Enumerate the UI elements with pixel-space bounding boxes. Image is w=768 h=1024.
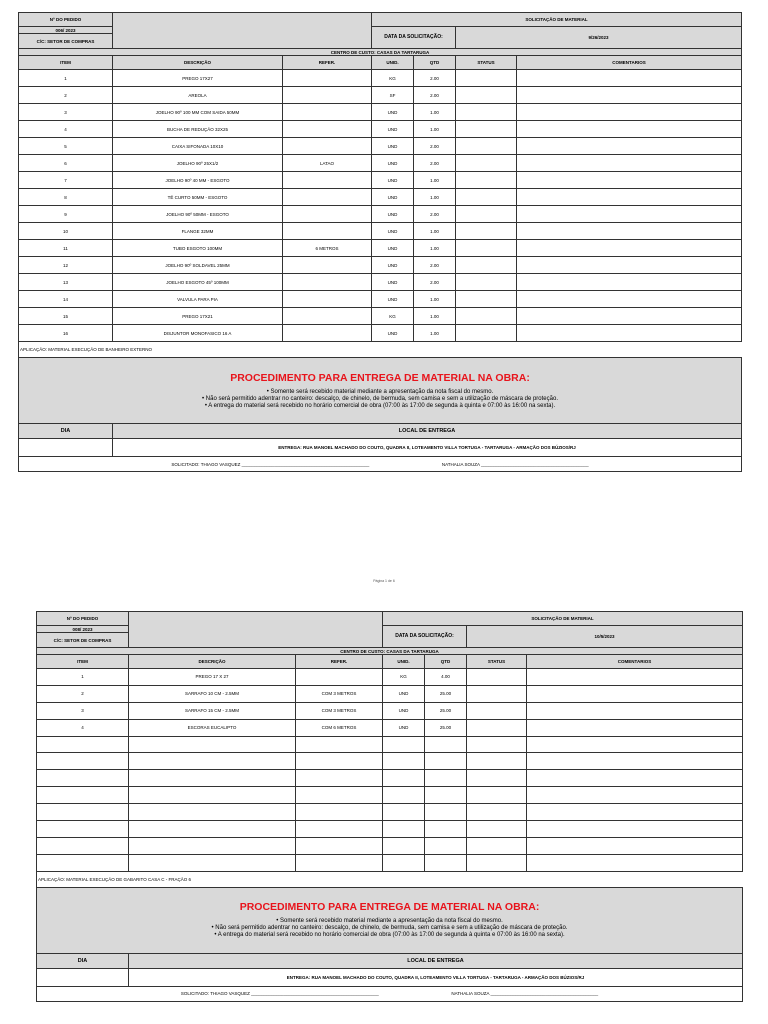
cell-ref: COM 3 METROS [296,685,383,702]
cell-desc: BUCHA DE REDUÇÃO 32X25 [113,121,283,138]
cell-qtd [425,770,467,787]
delivery-location-label: LOCAL DE ENTREGA [129,953,743,968]
cell-item: 8 [19,189,113,206]
cell-com [527,854,743,871]
cell-desc: AREOLA [113,87,283,104]
cell-com [517,138,742,155]
cell-unid: UND [372,138,414,155]
application-note: APLICAÇÃO: MATERIAL EXECUÇÃO DE GABARITO CASA C - FRAÇÃO 6 [37,871,743,887]
cell-com [517,257,742,274]
cell-status [467,821,527,838]
cell-qtd: 1.00 [414,325,456,342]
cell-item: 3 [37,702,129,719]
cell-ref [283,291,372,308]
procedure-title: PROCEDIMENTO PARA ENTREGA DE MATERIAL NA OBRA: [239,901,540,914]
cell-ref: LATAO [283,155,372,172]
cell-status [467,804,527,821]
cell-qtd: 2.00 [414,155,456,172]
cell-qtd: 2.00 [414,87,456,104]
cell-ref [296,821,383,838]
cell-item: 3 [19,104,113,121]
approver-signature: NATHALIA SOUZA ___________________________________________ [441,461,589,467]
cell-desc: JOELHO 90º SOLDAVEL 25MM [113,257,283,274]
cell-com [517,189,742,206]
cell-desc [129,787,296,804]
cell-qtd: 1.00 [414,121,456,138]
table-row [19,291,742,308]
cell-ref [283,189,372,206]
day-label: DIA [19,424,113,439]
cell-qtd: 25.00 [425,702,467,719]
cell-status [467,854,527,871]
cell-item [37,854,129,871]
table-row [19,223,742,240]
table-row [19,189,742,206]
cell-ref [283,138,372,155]
procedure-title: PROCEDIMENTO PARA ENTREGA DE MATERIAL NA OBRA: [230,371,530,384]
cost-center-sector: C/C: SETOR DE COMPRAS [19,34,113,49]
cell-status [456,87,517,104]
cell-status [456,138,517,155]
cell-com [527,719,743,736]
cell-qtd [425,753,467,770]
cell-com [517,274,742,291]
delivery-location-label: LOCAL DE ENTREGA [113,424,742,439]
cell-ref: 6 METROS [283,240,372,257]
material-request-form-1 [18,12,741,472]
cell-qtd: 25.00 [425,719,467,736]
cell-item: 2 [37,685,129,702]
cell-status [467,837,527,854]
cell-status [456,308,517,325]
cost-center-title: CENTRO DE CUSTO: CASAS DA TARTARUGA [37,648,743,655]
table-row [37,854,743,871]
cell-desc: ESCORAS EUCALIPTO [129,719,296,736]
table-row [37,702,743,719]
cell-status [467,787,527,804]
day-label: DIA [37,953,129,968]
cell-unid: UND [372,291,414,308]
cell-com [527,685,743,702]
delivery-address: ENTREGA: RUA MANOEL MACHADO DO COUTO, QUADRA II, LOTEAMENTO VILLA TORTUGA - TARTARUGA - ARMAÇÃO DOS BÚZIOS/RJ [113,439,742,457]
requester-signature: SOLICITADO: THIAGO VASQUEZ ___________________________________________________ [180,991,379,997]
header-blank [129,612,383,648]
table-row [37,669,743,686]
cell-desc [129,753,296,770]
col-header-description: DESCRIÇÃO [129,655,296,669]
cell-desc [129,837,296,854]
cell-desc: JOELHO ESGOTO 45º 100MM [113,274,283,291]
table-row [19,325,742,342]
col-header-reference: REFER. [283,56,372,70]
cell-item [37,753,129,770]
page-number: Página 1 de 6 [373,579,395,583]
cell-ref [283,223,372,240]
cell-com [527,669,743,686]
cell-qtd: 1.00 [414,240,456,257]
cell-com [517,121,742,138]
form-title: SOLICITAÇÃO DE MATERIAL [372,13,742,27]
order-number-value: 008/ 2023 [37,626,129,633]
cell-item [37,736,129,753]
day-value [19,439,113,457]
procedure-line-1: • Somente será recebido material mediante a apresentação da nota fiscal do mesmo. [276,918,503,925]
cell-ref [296,854,383,871]
cost-center-sector: C/C: SETOR DE COMPRAS [37,633,129,648]
cell-ref [283,206,372,223]
table-row [19,172,742,189]
cell-ref [283,70,372,87]
cell-qtd: 25.00 [425,685,467,702]
delivery-address: ENTREGA: RUA MANOEL MACHADO DO COUTO, QUADRA II, LOTEAMENTO VILLA TORTUGA - TARTARUGA - ARMAÇÃO DOS BÚZIOS/RJ [129,968,743,986]
cell-status [467,770,527,787]
cell-unid: UND [372,325,414,342]
cell-qtd [425,854,467,871]
cell-com [517,291,742,308]
cell-item: 4 [37,719,129,736]
cell-qtd [425,787,467,804]
cell-item [37,787,129,804]
cell-com [527,804,743,821]
cell-ref [283,172,372,189]
cell-qtd: 1.00 [414,172,456,189]
cell-com [517,325,742,342]
cell-desc [129,821,296,838]
cell-unid: KG [372,308,414,325]
cell-status [456,223,517,240]
table-row [37,753,743,770]
form-title: SOLICITAÇÃO DE MATERIAL [383,612,743,626]
cell-status [456,206,517,223]
cell-desc [129,770,296,787]
cell-status [456,189,517,206]
cell-desc [129,736,296,753]
col-header-item: ITEM [19,56,113,70]
cell-ref [283,104,372,121]
cell-unid [383,821,425,838]
table-row [19,155,742,172]
cell-item [37,804,129,821]
cell-unid: UND [383,719,425,736]
cell-item: 9 [19,206,113,223]
cell-status [467,719,527,736]
cell-ref [283,257,372,274]
table-row [37,804,743,821]
table-row [37,736,743,753]
header-blank [113,13,372,49]
day-value [37,968,129,986]
cell-ref: COM 3 METROS [296,702,383,719]
cell-com [517,87,742,104]
table-row [19,138,742,155]
table-row [37,719,743,736]
cell-qtd: 1.00 [414,223,456,240]
material-request-form-2 [36,611,742,1002]
request-date-label: DATA DA SOLICITAÇÃO: [372,27,456,49]
requester-signature: SOLICITADO: THIAGO VASQUEZ ___________________________________________________ [171,461,370,467]
procedure-line-2: • Não será permitido adentrar no canteiro: descalço, de chinelo, de bermuda, sem camisa e sem a utilização de máscara de proteção. [202,395,558,402]
cell-item: 14 [19,291,113,308]
cell-ref [296,669,383,686]
col-header-quantity: QTD [425,655,467,669]
cell-status [467,736,527,753]
cell-unid: UND [372,121,414,138]
cell-com [527,837,743,854]
application-note: APLICAÇÃO: MATERIAL EXECUÇÃO DE BANHEIRO EXTERNO [19,342,742,358]
cell-desc: FLANGE 32MM [113,223,283,240]
cell-status [456,172,517,189]
table-row [19,70,742,87]
cell-com [527,702,743,719]
table-row [19,274,742,291]
cell-desc: JOELHO 90º 50MM - ESGOTO [113,206,283,223]
approver-signature: NATHALIA SOUZA ___________________________________________ [451,991,599,997]
cell-item: 1 [19,70,113,87]
table-row [19,206,742,223]
cell-desc: VALVULA PARA PIA [113,291,283,308]
cell-unid: UND [372,172,414,189]
cell-unid: UND [372,104,414,121]
col-header-unit: UNID. [372,56,414,70]
procedure-line-3: • A entrega do material será recebido no horário comercial de obra (07:00 às 17:00 de segunda à quinta e 07:00 às 16:00 na sexta). [214,932,565,939]
cell-ref [283,121,372,138]
cell-unid [383,736,425,753]
cell-ref: COM 6 METROS [296,719,383,736]
cell-status [467,669,527,686]
cell-com [517,172,742,189]
cell-item: 4 [19,121,113,138]
cell-desc: PREGO 17X27 [113,70,283,87]
cell-status [456,257,517,274]
cell-com [517,223,742,240]
cell-status [456,291,517,308]
table-row [37,685,743,702]
cell-status [456,70,517,87]
cell-ref [296,787,383,804]
cell-qtd [425,837,467,854]
cell-desc: PREGO 17X21 [113,308,283,325]
cell-unid: KG [372,70,414,87]
cell-status [456,325,517,342]
cell-item [37,837,129,854]
cell-unid [383,804,425,821]
procedure-line-3: • A entrega do material será recebido no horário comercial de obra (07:00 às 17:00 de segunda à quinta e 07:00 às 16:00 na sexta). [204,402,556,409]
cell-qtd [425,804,467,821]
cell-qtd: 2.00 [414,274,456,291]
cell-ref [296,770,383,787]
cell-ref [283,308,372,325]
order-number-label: Nº DO PEDIDO [19,13,113,27]
cell-desc: JOELHO 90º 100 MM COM SAIDA 50MM [113,104,283,121]
table-row [19,87,742,104]
cell-qtd: 1.00 [414,104,456,121]
cell-desc: SARRAFO 15 CM - 2.5MM [129,702,296,719]
cell-desc: TUBO ESGOTO 100MM [113,240,283,257]
cell-com [527,770,743,787]
delivery-procedure [19,358,742,424]
cell-ref [283,325,372,342]
cell-status [456,274,517,291]
cell-desc [129,804,296,821]
cell-qtd: 2.00 [414,206,456,223]
cell-desc: DISJUNTOR MONOFASICO 16 A [113,325,283,342]
cell-com [517,240,742,257]
cell-status [456,155,517,172]
cell-status [467,685,527,702]
cell-status [456,240,517,257]
cell-item: 6 [19,155,113,172]
table-row [19,308,742,325]
order-number-value: 006/ 2023 [19,27,113,34]
cell-item: 11 [19,240,113,257]
cell-ref [296,804,383,821]
cell-status [456,104,517,121]
cell-unid: UND [372,206,414,223]
col-header-status: STATUS [467,655,527,669]
cell-item: 12 [19,257,113,274]
table-row [37,787,743,804]
form-table [36,611,743,1002]
table-row [37,770,743,787]
col-header-item: ITEM [37,655,129,669]
cell-com [527,787,743,804]
cell-unid: UND [372,274,414,291]
cell-com [527,753,743,770]
procedure-line-2: • Não será permitido adentrar no canteiro: descalço, de chinelo, de bermuda, sem camisa e sem a utilização de máscara de proteção. [211,925,568,932]
cell-unid: UND [372,223,414,240]
cell-unid: UND [383,685,425,702]
cell-desc: TÊ CURTO 50MM - ESGOTO [113,189,283,206]
cell-qtd: 2.00 [414,257,456,274]
cell-qtd: 4.00 [425,669,467,686]
col-header-reference: REFER. [296,655,383,669]
cell-status [456,121,517,138]
cell-ref [296,753,383,770]
cell-qtd: 2.00 [414,70,456,87]
cell-com [517,155,742,172]
cell-qtd: 1.00 [414,308,456,325]
cell-unid: SF [372,87,414,104]
cell-ref [283,87,372,104]
cell-item: 1 [37,669,129,686]
col-header-unit: UNID. [383,655,425,669]
table-row [19,240,742,257]
cell-ref [296,837,383,854]
cell-ref [283,274,372,291]
cell-qtd: 1.00 [414,189,456,206]
cell-com [527,736,743,753]
table-row [37,837,743,854]
cell-qtd [425,821,467,838]
cell-status [467,753,527,770]
cell-com [517,104,742,121]
cell-item: 15 [19,308,113,325]
request-date-value: 9/26/2023 [456,27,742,49]
col-header-description: DESCRIÇÃO [113,56,283,70]
form-table [18,12,742,472]
order-number-label: Nº DO PEDIDO [37,612,129,626]
cell-desc: PREGO 17 X 27 [129,669,296,686]
cell-com [517,308,742,325]
cell-desc [129,854,296,871]
request-date-value: 10/5/2023 [467,626,743,648]
procedure-line-1: • Somente será recebido material mediante a apresentação da nota fiscal do mesmo. [266,388,494,395]
col-header-quantity: QTD [414,56,456,70]
table-row [19,104,742,121]
cell-desc: SARRAFO 10 CM - 2.5MM [129,685,296,702]
cell-status [467,702,527,719]
table-row [37,821,743,838]
table-row [19,257,742,274]
cell-qtd: 1.00 [414,291,456,308]
signature-row [37,986,743,1001]
cell-unid: UND [383,702,425,719]
cell-unid: KG [383,669,425,686]
cell-item [37,821,129,838]
cell-unid [383,854,425,871]
signature-row [19,457,742,472]
cell-unid: UND [372,189,414,206]
cell-item: 2 [19,87,113,104]
cell-unid: UND [372,240,414,257]
table-row [19,121,742,138]
cell-unid: UND [372,257,414,274]
cell-unid [383,837,425,854]
cell-unid [383,753,425,770]
cell-qtd [425,736,467,753]
cell-ref [296,736,383,753]
col-header-status: STATUS [456,56,517,70]
col-header-comments: COMENTARIOS [527,655,743,669]
cell-unid [383,787,425,804]
cost-center-title: CENTRO DE CUSTO: CASAS DA TARTARUGA [19,49,742,56]
cell-qtd: 2.00 [414,138,456,155]
delivery-procedure [37,887,743,953]
cell-item: 10 [19,223,113,240]
cell-desc: JOELHO 90º 25X1/2 [113,155,283,172]
cell-item: 13 [19,274,113,291]
cell-com [517,70,742,87]
col-header-comments: COMENTARIOS [517,56,742,70]
request-date-label: DATA DA SOLICITAÇÃO: [383,626,467,648]
cell-unid [383,770,425,787]
cell-com [517,206,742,223]
cell-desc: JOELHO 90º 40 MM - ESGOTO [113,172,283,189]
cell-item: 5 [19,138,113,155]
cell-unid: UND [372,155,414,172]
cell-com [527,821,743,838]
cell-item: 7 [19,172,113,189]
cell-item: 16 [19,325,113,342]
cell-desc: CAIXA SIFONADA 10X10 [113,138,283,155]
cell-item [37,770,129,787]
